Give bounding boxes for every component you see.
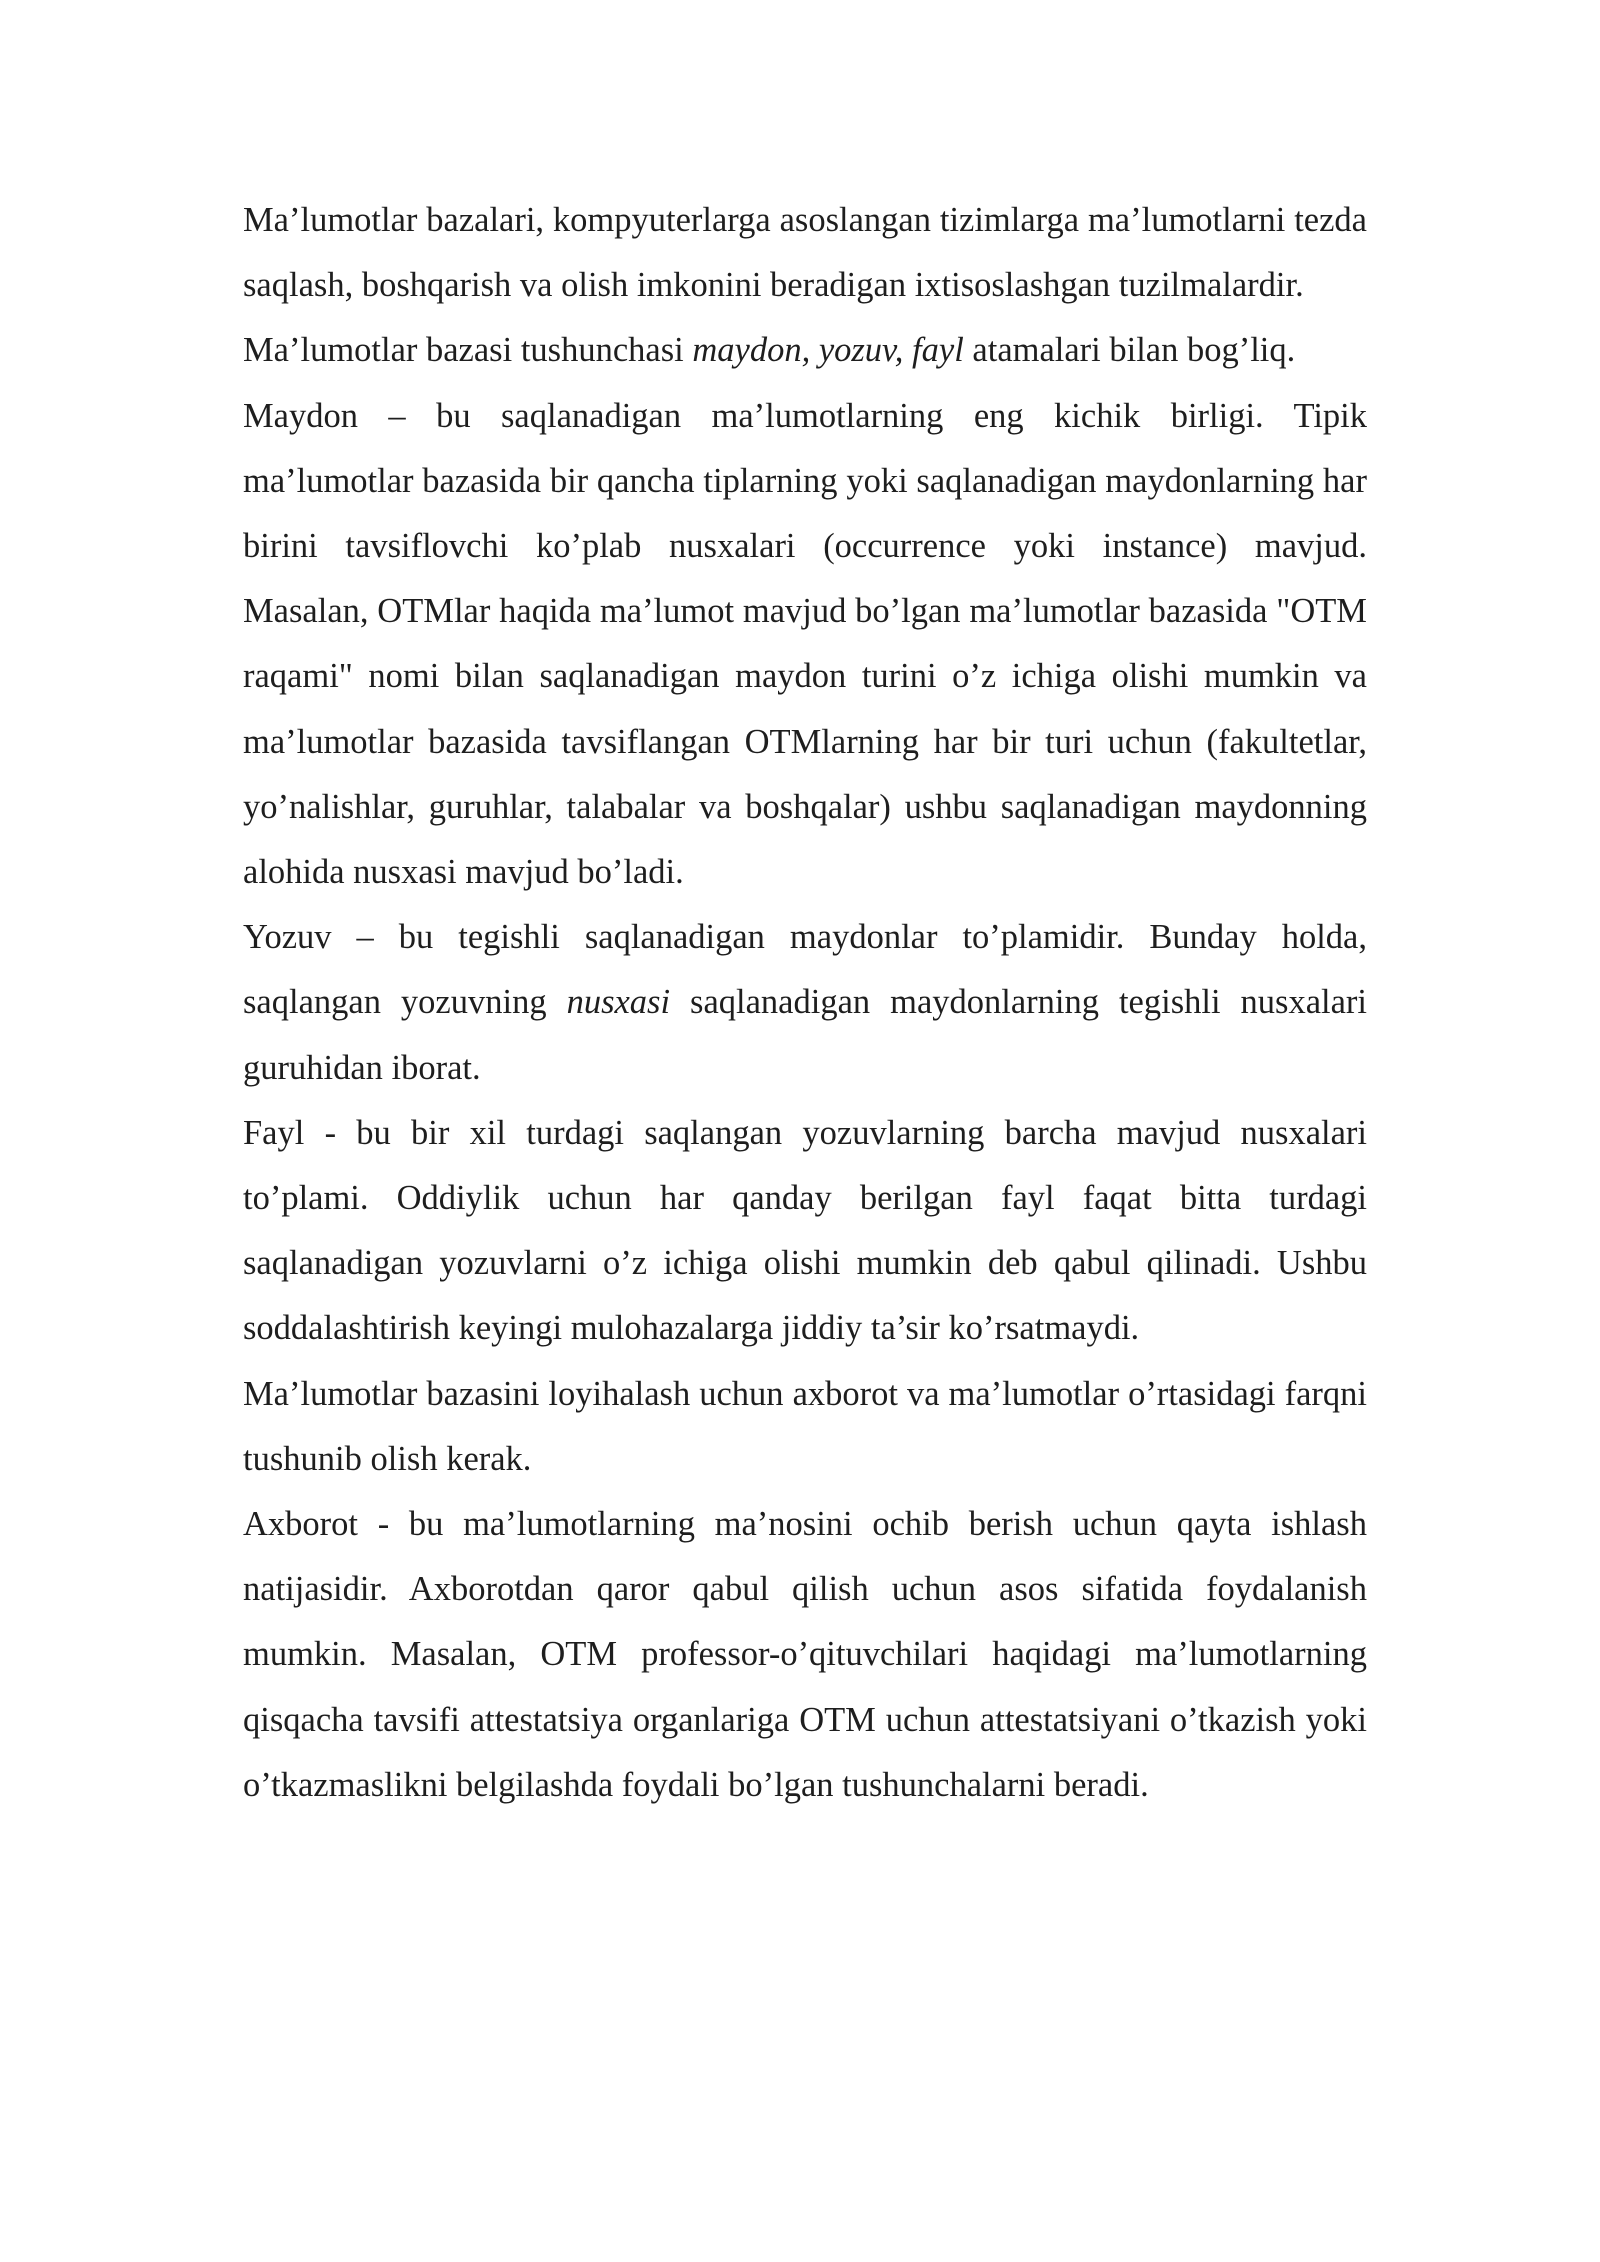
paragraph-text: Ma’lumotlar bazalari, kompyuterlarga asoslangan tizimlarga ma’lumotlarni tezda saqlash, boshqarish va olish imkonini beradigan ixtisoslashgan tuzilmalardir. xyxy=(243,201,1367,305)
paragraph-databases-definition xyxy=(243,188,1367,318)
italic-term-nusxasi: nusxasi xyxy=(566,983,671,1022)
document-body xyxy=(243,188,1367,1818)
paragraph-record-definition xyxy=(243,905,1367,1101)
paragraph-text: Ma’lumotlar bazasi tushunchasi xyxy=(243,331,693,370)
italic-terms: maydon, yozuv, fayl xyxy=(692,331,964,370)
paragraph-file-definition xyxy=(243,1101,1367,1362)
paragraph-information-definition xyxy=(243,1492,1367,1818)
paragraph-text: Ma’lumotlar bazasini loyihalash uchun axborot va ma’lumotlar o’rtasidagi farqni tushunib olish kerak. xyxy=(243,1374,1367,1478)
paragraph-text: Axborot - bu ma’lumotlarning ma’nosini ochib berish uchun qayta ishlash natijasidir. Axborotdan qaror qabul qilish uchun asos sifatida foydalanish mumkin. Masalan, OTM professor-o’qituvchilari haqidagi ma’lumotlarning qisqacha tavsifi attestatsiya organlariga OTM uchun attestatsiyani o’tkazish yoki o’tkazmaslikni belgilashda foydali bo’lgan tushunchalarni beradi. xyxy=(243,1505,1367,1804)
paragraph-text: atamalari bilan bog’liq. xyxy=(963,331,1296,370)
paragraph-text: Yozuv – bu tegishli saqlanadigan maydonlar to’plamidir. Bunday holda, saqlangan yozuvning xyxy=(243,918,1367,1022)
paragraph-text: Maydon – bu saqlanadigan ma’lumotlarning eng kichik birligi. Tipik ma’lumotlar bazasida bir qancha tiplarning yoki saqlanadigan maydonlarning har birini tavsiflovchi ko’plab nusxalari (occurrence yoki instance) mavjud. Masalan, OTMlar haqida ma’lumot mavjud bo’lgan ma’lumotlar bazasida "OTM raqami" nomi bilan saqlanadigan maydon turini o’z ichiga olishi mumkin va ma’lumotlar bazasida tavsiflangan OTMlarning har bir turi uchun (fakultetlar, yo’nalishlar, guruhlar, talabalar va boshqalar) ushbu saqlanadigan maydonning alohida nusxasi mavjud bo’ladi. xyxy=(243,396,1367,892)
paragraph-text: Fayl - bu bir xil turdagi saqlangan yozuvlarning barcha mavjud nusxalari to’plami. Oddiylik uchun har qanday berilgan fayl faqat bitta turdagi saqlanadigan yozuvlarni o’z ichiga olishi mumkin deb qabul qilinadi. Ushbu soddalashtirish keyingi mulohazalarga jiddiy ta’sir ko’rsatmaydi. xyxy=(243,1113,1367,1348)
paragraph-text: saqlanadigan maydonlarning tegishli nusxalari guruhidan iborat. xyxy=(243,983,1367,1087)
paragraph-database-concept xyxy=(243,318,1367,383)
paragraph-info-vs-data xyxy=(243,1362,1367,1492)
paragraph-field-definition xyxy=(243,384,1367,906)
